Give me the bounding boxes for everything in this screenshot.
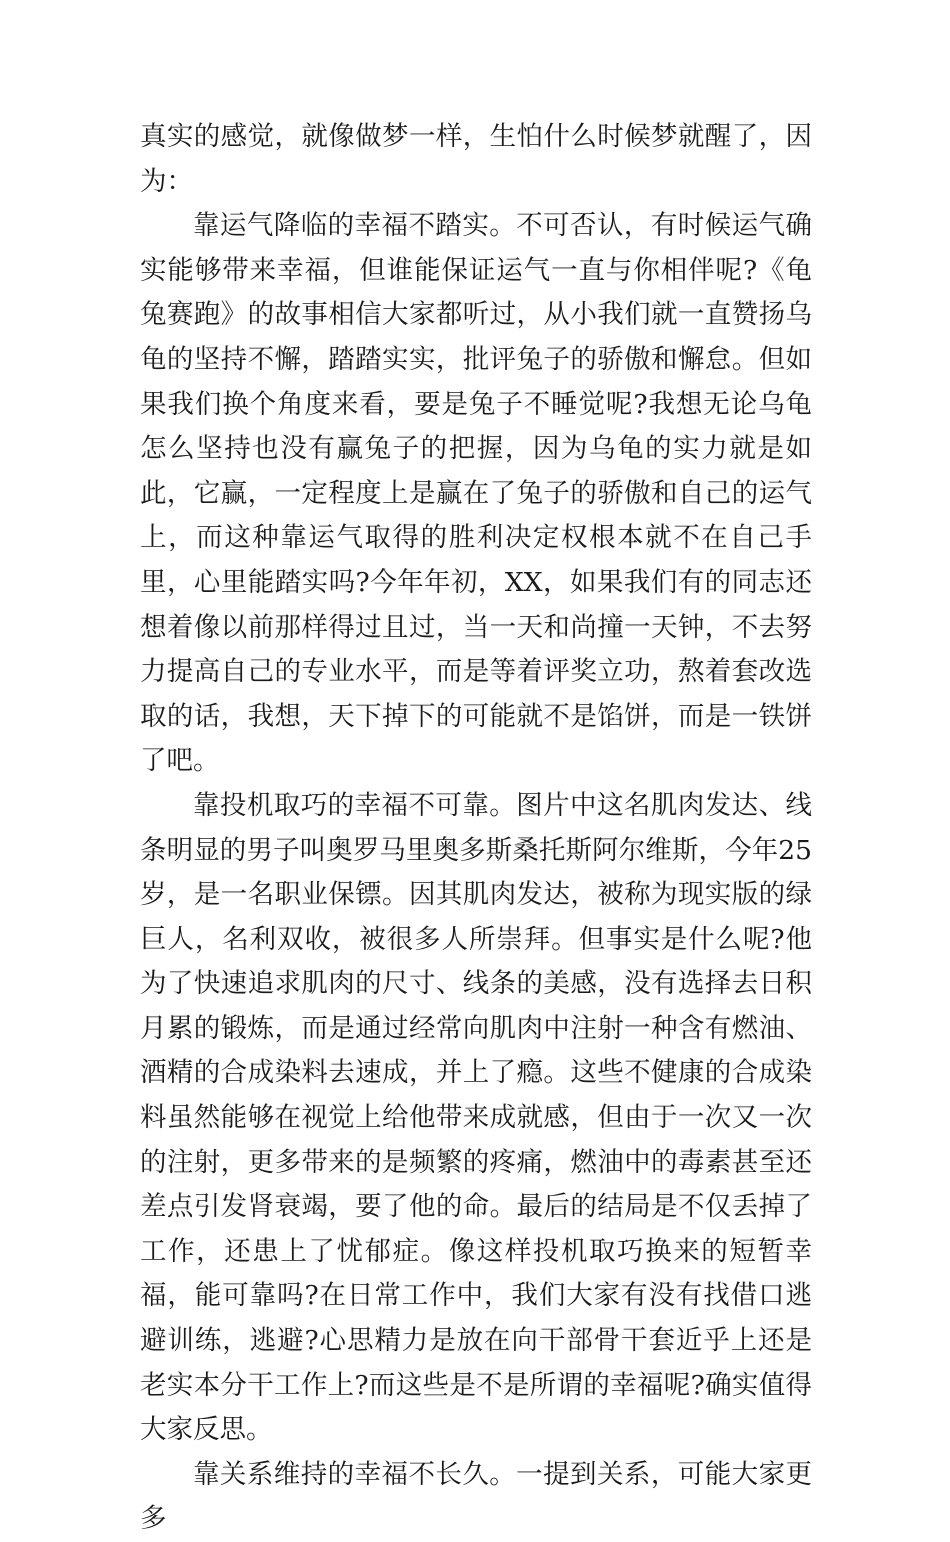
paragraph-luck: 靠运气降临的幸福不踏实。不可否认，有时候运气确实能够带来幸福，但谁能保证运气一直与你相伴呢?《龟兔赛跑》的故事相信大家都听过，从小我们就一直赞扬乌龟的坚持不懈，踏踏实实，批评兔子的骄傲和懈怠。但如果我们换个角度来看，要是兔子不睡觉呢?我想无论乌龟怎么坚持也没有赢兔子的把握，因为乌龟的实力就是如此，它赢，一定程度上是赢在了兔子的骄傲和自己的运气上，而这种靠运气取得的胜利决定权根本就不在自己手里，心里能踏实吗?今年年初，XX，如果我们有的同志还想着像以前那样得过且过，当一天和尚撞一天钟，不去努力提高自己的专业水平，而是等着评奖立功，熬着套改选取的话，我想，天下掉下的可能就不是馅饼，而是一铁饼了吧。 (140, 210, 812, 777)
paragraph-shortcut: 靠投机取巧的幸福不可靠。图片中这名肌肉发达、线条明显的男子叫奥罗马里奥多斯桑托斯阿尔维斯，今年25岁，是一名职业保镖。因其肌肉发达，被称为现实版的绿巨人，名利双收，被很多人所崇拜。但事实是什么呢?他为了快速追求肌肉的尺寸、线条的美感，没有选择去日积月累的锻炼，而是通过经常向肌肉中注射一种含有燃油、酒精的合成染料去速成，并上了瘾。这些不健康的合成染料虽然能够在视觉上给他带来成就感，但由于一次又一次的注射，更多带来的是频繁的疼痛，燃油中的毒素甚至还差点引发肾衰竭，要了他的命。最后的结局是不仅丢掉了工作，还患上了忧郁症。像这样投机取巧换来的短暂幸福，能可靠吗?在日常工作中，我们大家有没有找借口逃避训练，逃避?心思精力是放在向干部骨干套近乎上还是老实本分干工作上?而这些是不是所谓的幸福呢?确实值得大家反思。 (140, 789, 812, 1446)
document-body (140, 115, 812, 1542)
paragraph-relationship: 靠关系维持的幸福不长久。一提到关系，可能大家更多 (140, 1458, 812, 1535)
paragraph-continuation: 真实的感觉，就像做梦一样，生怕什么时候梦就醒了，因为： (140, 121, 812, 197)
